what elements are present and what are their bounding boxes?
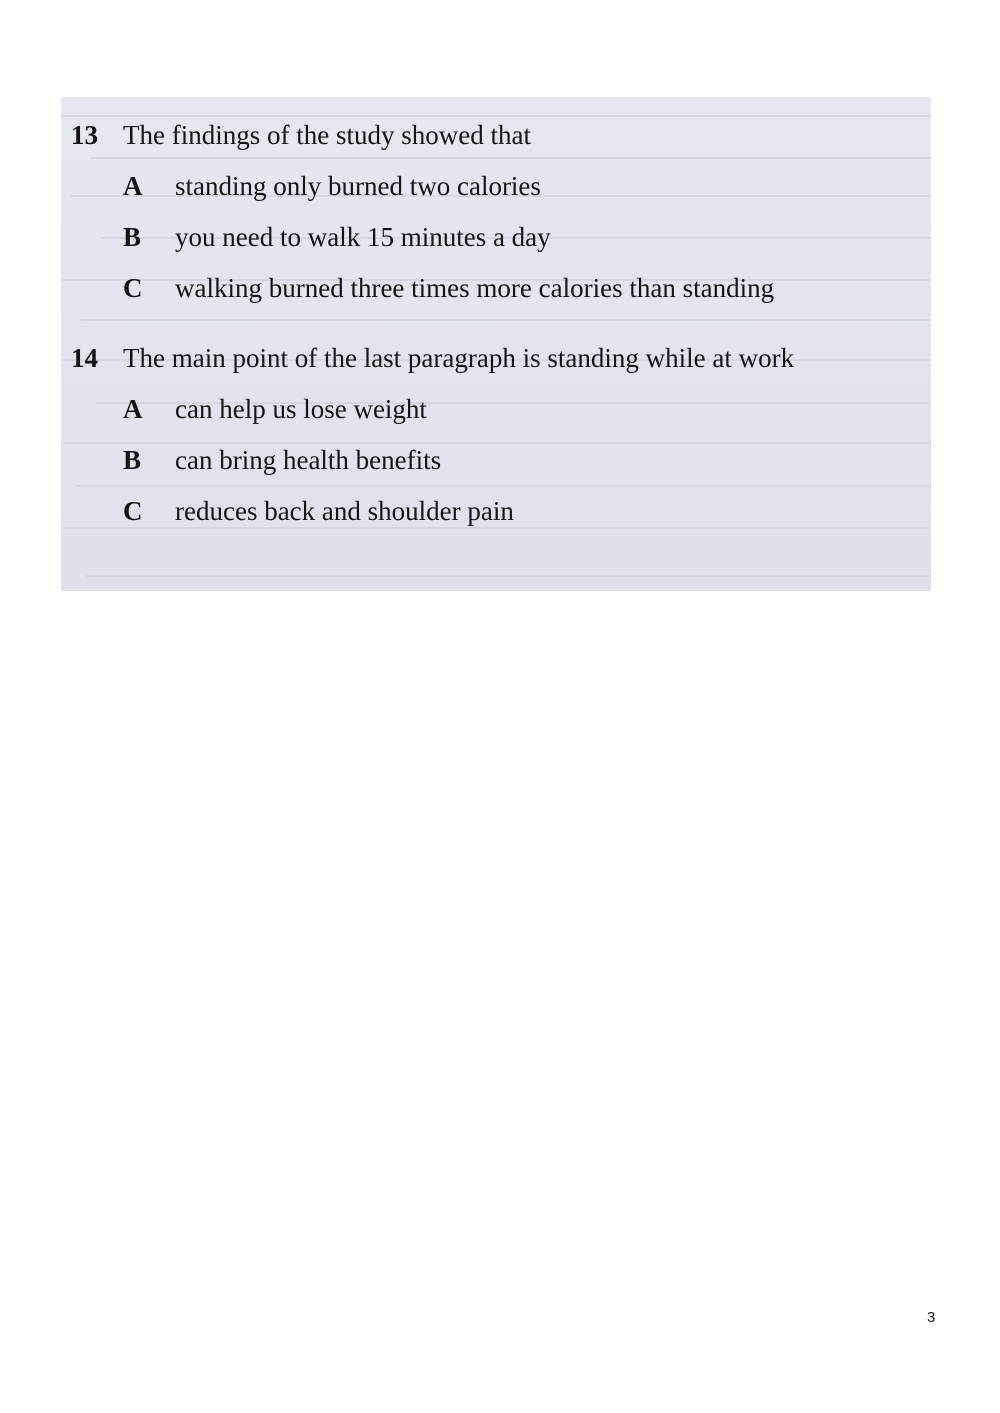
option-text: can bring health benefits — [175, 445, 442, 475]
option-letter: A — [123, 171, 143, 201]
option-letter: C — [123, 496, 143, 526]
option-letter: A — [123, 394, 143, 424]
option-text: reduces back and shoulder pain — [175, 496, 514, 526]
option-text: standing only burned two calories — [175, 171, 541, 201]
option-text: walking burned three times more calories than standing — [175, 273, 775, 303]
option-letter: B — [123, 222, 142, 252]
question-text: The main point of the last paragraph is standing while at work — [123, 343, 795, 373]
option-letter: B — [123, 445, 142, 475]
option-text: you need to walk 15 minutes a day — [175, 222, 551, 252]
question-text: The findings of the study showed that — [123, 120, 531, 150]
option-letter: C — [123, 273, 143, 303]
page-number: 3 — [927, 1309, 936, 1326]
option-text: can help us lose weight — [175, 394, 427, 424]
scanned-question-panel — [61, 97, 931, 591]
question-number: 14 — [71, 343, 98, 373]
question-number: 13 — [71, 120, 98, 150]
